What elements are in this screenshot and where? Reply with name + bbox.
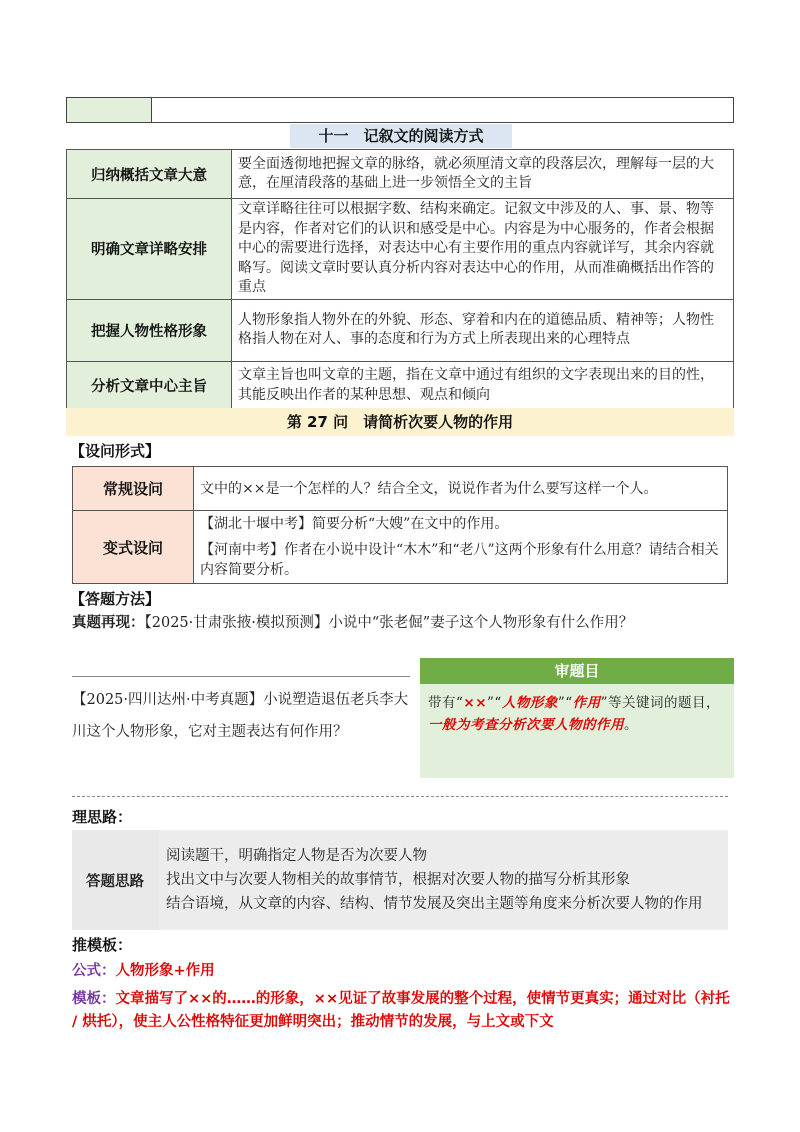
table-row xyxy=(72,830,728,930)
template-text: 文章描写了××的……的形象，××见证了故事发展的整个过程，使情节更真实；通过对比（衬托 / 烘托），使主人公性格特征更加鲜明突出；推动情节的发展，与上文或下文 xyxy=(72,991,730,1030)
header-empty-table xyxy=(66,97,734,123)
formula-label: 公式： xyxy=(72,963,116,979)
method-name: 明确文章详略安排 xyxy=(67,199,232,300)
header-empty-cell-right xyxy=(152,98,733,122)
real-question xyxy=(72,612,732,634)
header-empty-cell-left xyxy=(67,98,152,122)
approach-label: 答题思路 xyxy=(72,830,158,930)
real-question-text: 【2025·甘肃张掖·模拟预测】小说中“张老倔”妻子这个人物形象有什么作用？ xyxy=(144,615,634,631)
review-text: ”“ xyxy=(487,695,502,711)
question-form-heading: 【设问形式】 xyxy=(70,442,161,460)
variant-item: 【河南中考】作者在小说中设计“木木”和“老八”这两个形象有什么用意？请结合相关内容简要分析。 xyxy=(200,542,719,578)
keyword: 人物形象 xyxy=(501,695,558,711)
variant-cell xyxy=(194,511,728,584)
variant-item: 【湖北十堰中考】简要分析“大嫂”在文中的作用。 xyxy=(200,516,509,532)
method-name: 把握人物性格形象 xyxy=(67,299,232,361)
formula-line xyxy=(72,960,215,983)
method-desc: 要全面透彻地把握文章的脉络，就必须厘清文章的段落层次，理解每一层的大意，在厘清段落的基础上进一步领悟全文的主旨 xyxy=(232,150,734,199)
approach-heading: 理思路： xyxy=(72,808,133,826)
reading-methods-table xyxy=(66,149,734,411)
review-text: 。 xyxy=(624,717,638,733)
review-box-title: 审题目 xyxy=(420,658,734,684)
regular-text: 文中的××是一个怎样的人？结合全文，说说作者为什么要写这样一个人。 xyxy=(194,467,728,511)
method-desc: 文章主旨也叫文章的主题，指在文章中通过有组织的文字表现出来的目的性，其能反映出作者的某种思想、观点和倾向 xyxy=(232,361,734,410)
example-question: 【2025·四川达州·中考真题】小说塑造退伍老兵李大川这个人物形象，它对主题表达有何作用？ xyxy=(72,692,409,740)
regular-label: 常规设问 xyxy=(73,467,194,511)
formula-text: 人物形象+作用 xyxy=(115,963,215,979)
approach-step: 结合语境，从文章的内容、结构、情节发展及突出主题等角度来分析次要人物的作用 xyxy=(166,895,703,912)
review-box xyxy=(420,658,734,778)
keyword: 作用 xyxy=(572,695,601,711)
question-banner: 第 27 问 请简析次要人物的作用 xyxy=(66,408,734,436)
table-row xyxy=(73,467,728,511)
table-row xyxy=(67,299,734,361)
table-row xyxy=(67,199,734,300)
divider xyxy=(72,676,410,677)
template-line xyxy=(72,988,732,1034)
method-name: 分析文章中心主旨 xyxy=(67,361,232,410)
review-conclusion: 一般为考查分析次要人物的作用 xyxy=(428,717,624,733)
approach-step: 阅读题干，明确指定人物是否为次要人物 xyxy=(166,847,427,864)
review-box-text xyxy=(420,684,734,736)
table-row xyxy=(67,150,734,199)
approach-table xyxy=(72,830,728,930)
review-text: ”等关键词的题目， xyxy=(600,695,721,711)
table-row xyxy=(73,511,728,584)
template-label: 模板： xyxy=(72,991,116,1007)
keyword: ×× xyxy=(463,695,488,711)
approach-steps xyxy=(158,830,728,930)
table-row xyxy=(67,361,734,410)
review-text: 带有“ xyxy=(428,695,464,711)
method-desc: 文章详略往往可以根据字数、结构来确定。记叙文中涉及的人、事、景、物等是内容，作者对它们的认识和感受是中心。内容是为中心服务的，作者会根据中心的需要进行选择，对表达中心有主要作用的重点内容就详写，其余内容就略写。阅读文章时要认真分析内容对表达中心的作用，从而准确概括出作答的重点 xyxy=(232,199,734,300)
question-form-table xyxy=(72,466,728,584)
approach-step: 找出文中与次要人物相关的故事情节，根据对次要人物的描写分析其形象 xyxy=(166,871,630,888)
method-desc: 人物形象指人物外在的外貌、形态、穿着和内在的道德品质、精神等；人物性格指人物在对人、事的态度和行为方式上所表现出来的心理特点 xyxy=(232,299,734,361)
section-title: 十一 记叙文的阅读方式 xyxy=(290,124,512,148)
answer-method-heading: 【答题方法】 xyxy=(70,590,161,608)
variant-label: 变式设问 xyxy=(73,511,194,584)
method-name: 归纳概括文章大意 xyxy=(67,150,232,199)
review-text: ”“ xyxy=(557,695,573,711)
template-heading: 推模板： xyxy=(72,936,133,954)
divider xyxy=(72,796,728,797)
real-question-label: 真题再现： xyxy=(72,615,145,631)
